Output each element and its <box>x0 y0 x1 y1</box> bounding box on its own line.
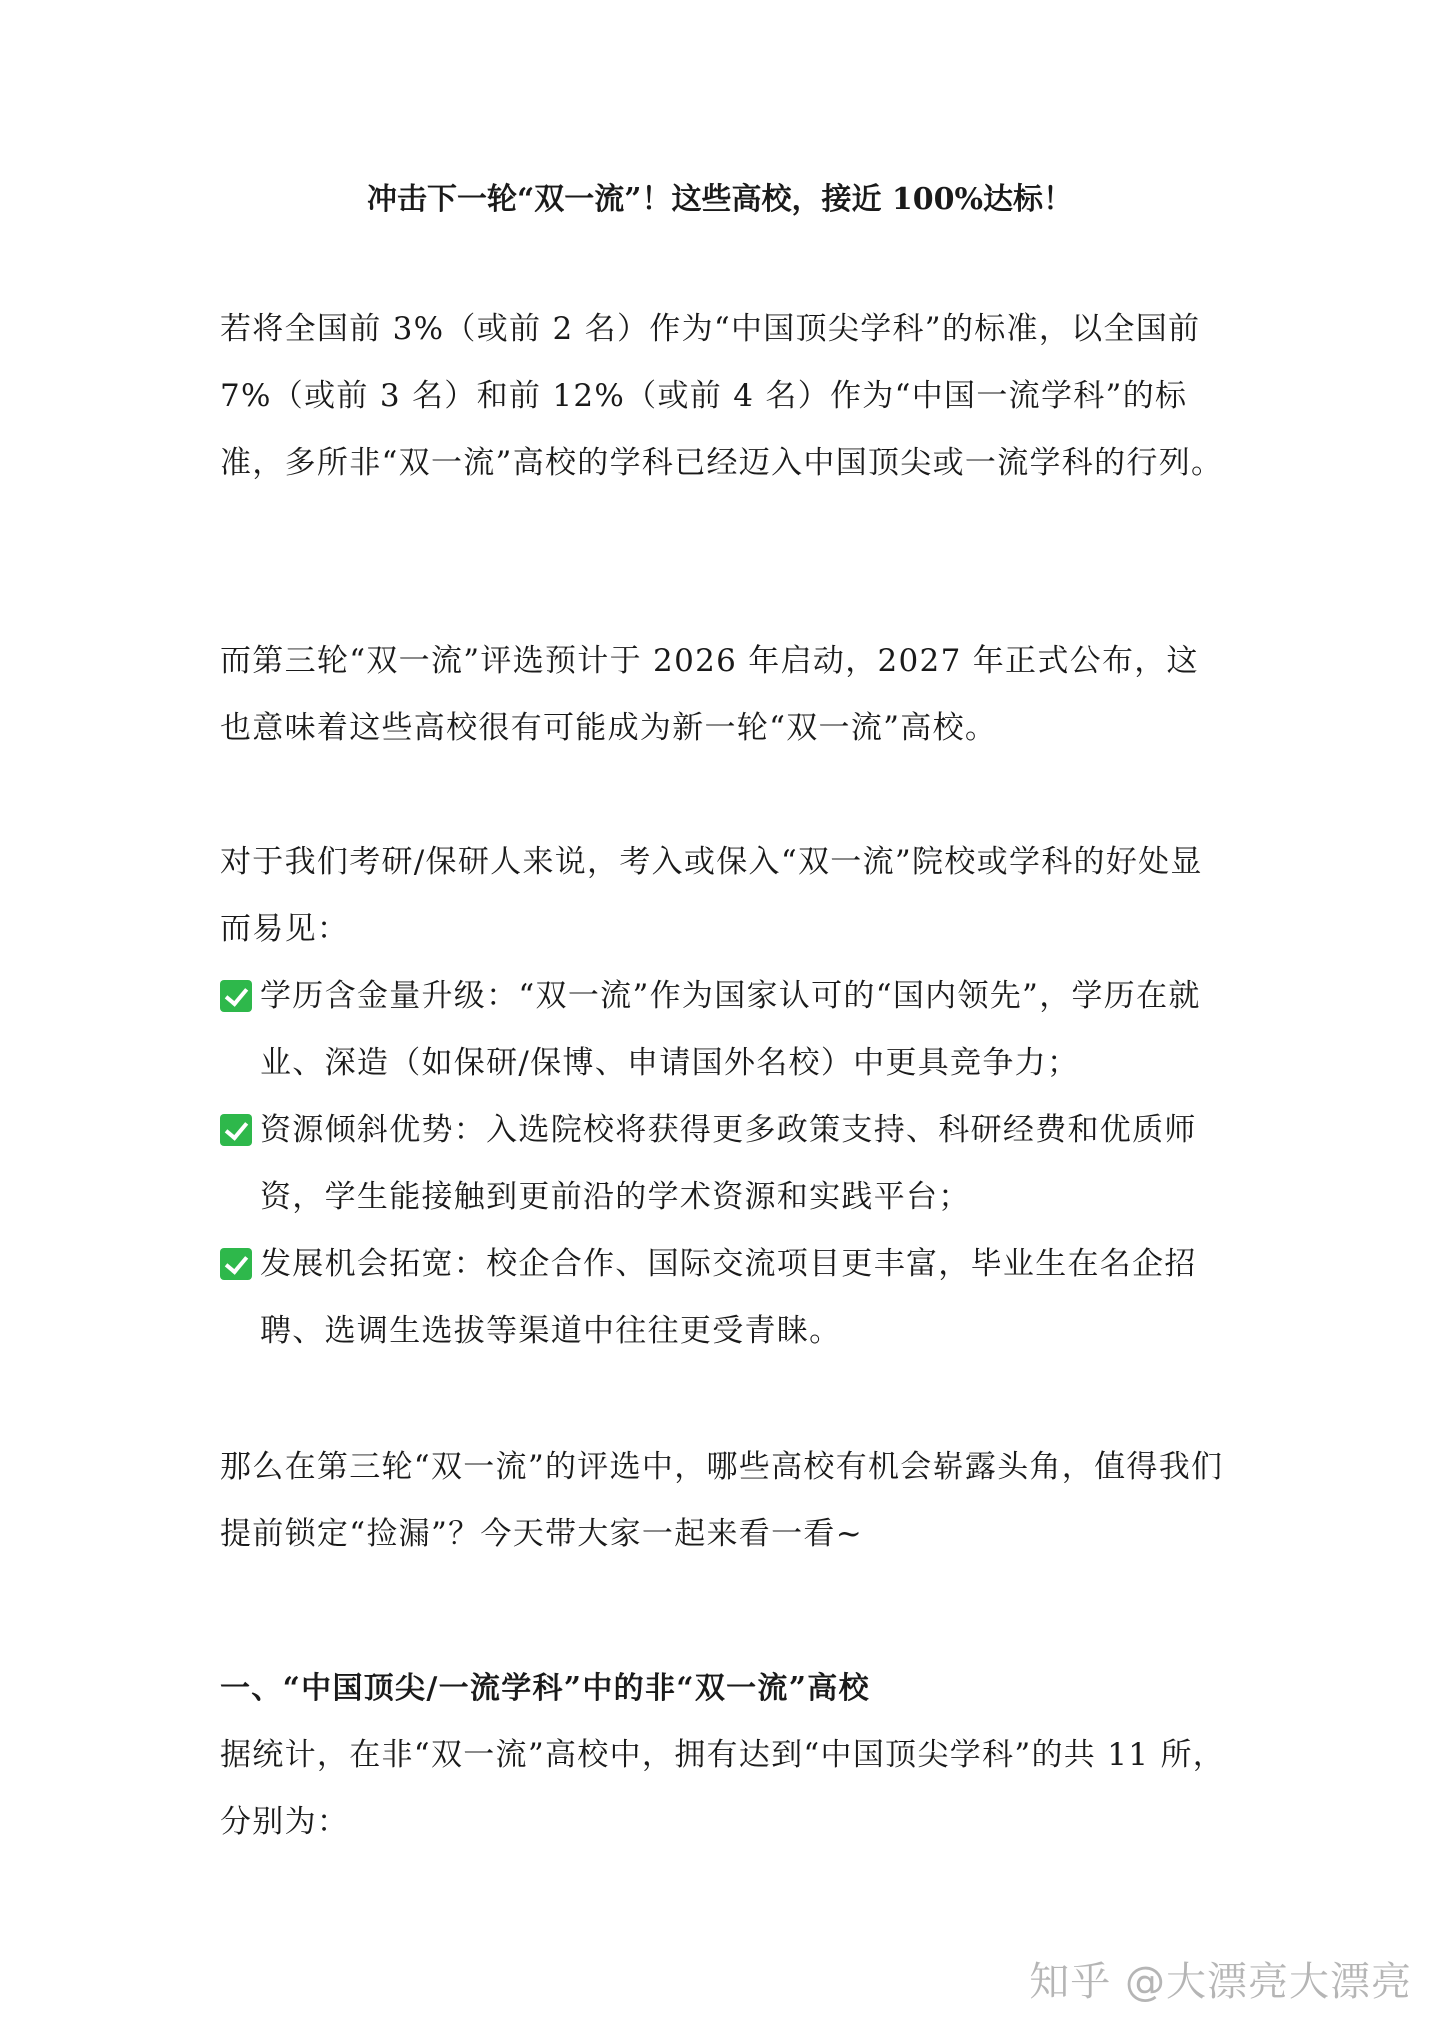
paragraph-statistics: 据统计，在非“双一流”高校中，拥有达到“中国顶尖学科”的共 11 所，分别为： <box>220 1737 1226 1840</box>
zhihu-watermark: 知乎 @大漂亮大漂亮 <box>1029 1959 1412 2005</box>
benefit-item <box>220 963 1230 1097</box>
check-mark-icon <box>220 1114 252 1146</box>
paragraph-question: 那么在第三轮“双一流”的评选中，哪些高校有机会崭露头角，值得我们提前锁定“捡漏”？今天带大家一起来看一看~ <box>220 1449 1224 1552</box>
check-mark-icon <box>220 1248 252 1280</box>
benefit-item <box>220 1097 1230 1231</box>
paragraph-standards: 若将全国前 3%（或前 2 名）作为“中国顶尖学科”的标准，以全国前 7%（或前 3 名）和前 12%（或前 4 名）作为“中国一流学科”的标准，多所非“双一流”高校的学科已经迈入中国顶尖或一流学科的行列。 <box>220 311 1224 481</box>
benefits-list <box>220 963 1230 1365</box>
paragraph-third-round: 而第三轮“双一流”评选预计于 2026 年启动，2027 年正式公布，这也意味着这些高校很有可能成为新一轮“双一流”高校。 <box>220 643 1199 746</box>
check-mark-icon <box>220 980 252 1012</box>
benefit-text: 资源倾斜优势：入选院校将获得更多政策支持、科研经费和优质师资，学生能接触到更前沿的学术资源和实践平台； <box>260 1112 1197 1215</box>
paragraph-benefits-intro: 对于我们考研/保研人来说，考入或保入“双一流”院校或学科的好处显而易见： <box>220 844 1203 947</box>
benefit-text: 学历含金量升级：“双一流”作为国家认可的“国内领先”，学历在就业、深造（如保研/保博、申请国外名校）中更具竞争力； <box>260 978 1201 1081</box>
benefit-text: 发展机会拓宽：校企合作、国际交流项目更丰富，毕业生在名企招聘、选调生选拔等渠道中往往更受青睐。 <box>260 1246 1197 1349</box>
benefit-item <box>220 1231 1230 1365</box>
article-title: 冲击下一轮“双一流”！这些高校，接近 100%达标！ <box>366 182 1074 217</box>
section-heading: 一、“中国顶尖/一流学科”中的非“双一流”高校 <box>220 1671 870 1706</box>
